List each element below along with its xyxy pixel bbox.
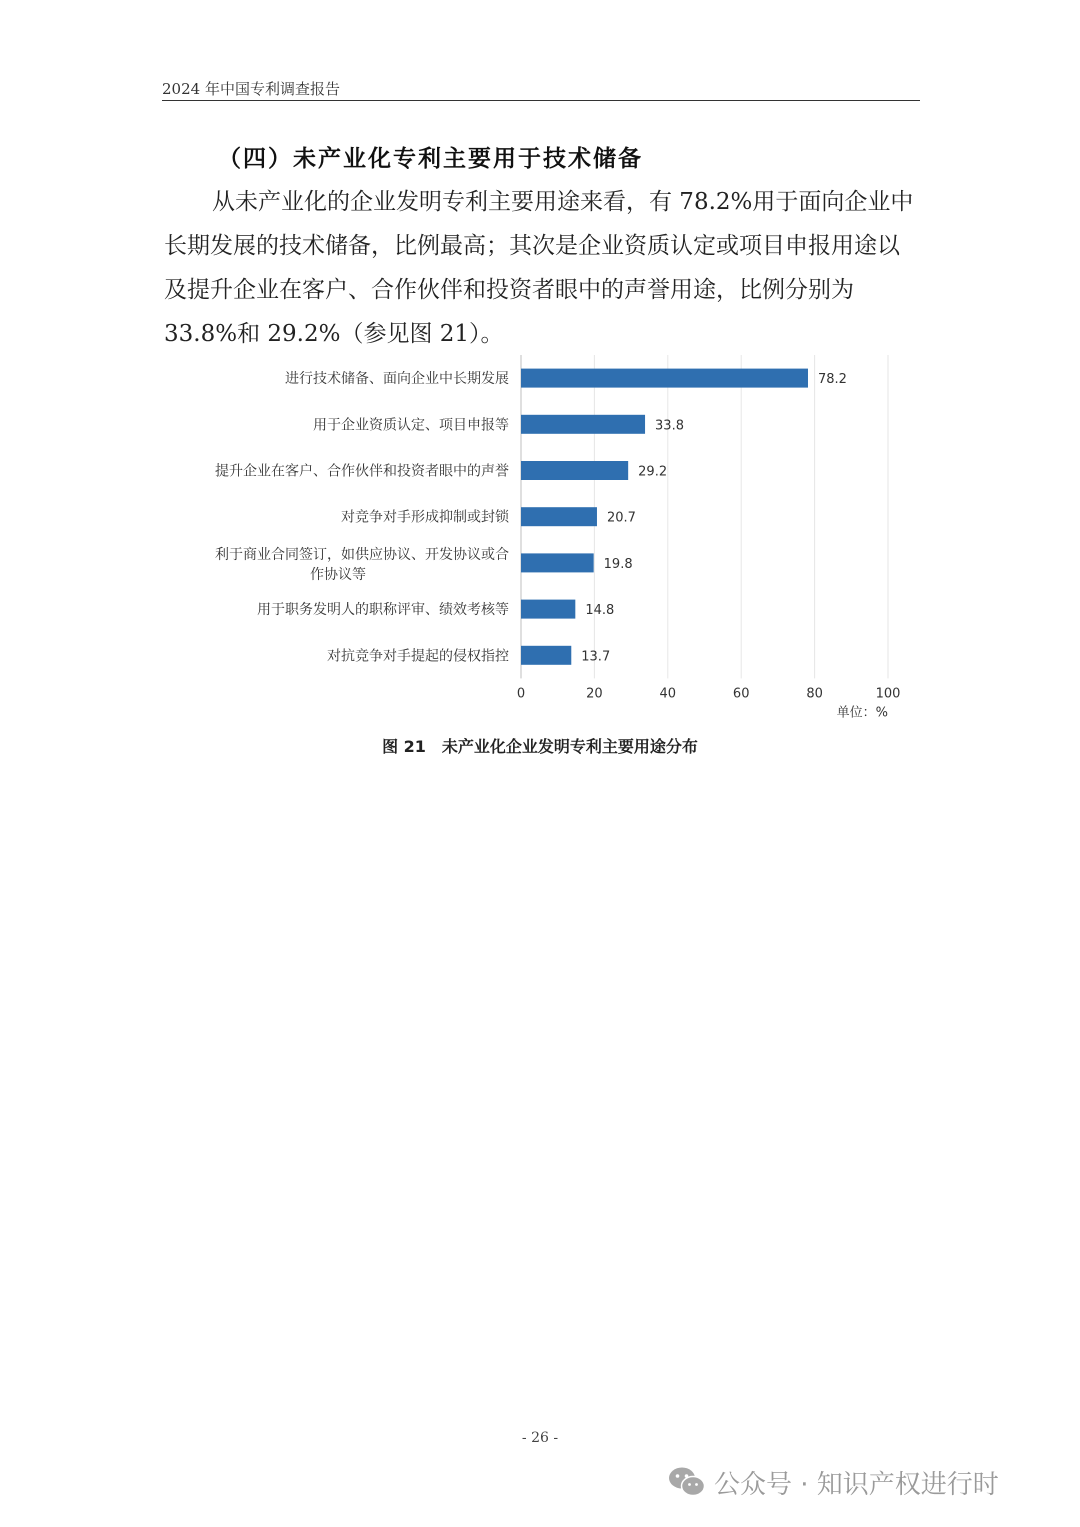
watermark [668, 1462, 999, 1502]
category-label: 对竞争对手形成抑制或封锁 [341, 509, 509, 526]
bar [521, 461, 628, 480]
usage-bar-chart [160, 355, 920, 725]
page-header [162, 78, 920, 101]
bar [521, 369, 808, 388]
header-title: 2024 年中国专利调查报告 [162, 80, 340, 98]
x-tick-label: 100 [875, 686, 901, 702]
bar-value-label: 78.2 [817, 372, 847, 388]
wechat-icon [668, 1466, 706, 1498]
bar [521, 600, 575, 619]
bar [521, 646, 571, 665]
x-tick-label: 0 [516, 686, 526, 702]
x-tick-label: 80 [806, 686, 823, 702]
bar [521, 415, 645, 434]
bar [521, 553, 594, 572]
page-number: - 26 - [521, 1430, 559, 1446]
category-label: 用于职务发明人的职称评审、绩效考核等 [257, 602, 509, 619]
category-label: 利于商业合同签订，如供应协议、开发协议或合 [215, 546, 509, 563]
watermark-text: 公众号 · 知识产权进行时 [714, 1469, 999, 1500]
bar-value-label: 20.7 [606, 510, 636, 526]
bar-value-label: 14.8 [585, 603, 615, 619]
category-label: 作协议等 [310, 566, 366, 583]
category-label: 提升企业在客户、合作伙伴和投资者眼中的声誉 [215, 463, 509, 480]
figure-caption: 图 21 未产业化企业发明专利主要用途分布 [382, 737, 698, 756]
category-label: 对抗竞争对手提起的侵权指控 [327, 648, 509, 665]
category-label: 用于企业资质认定、项目申报等 [313, 417, 509, 434]
bar-value-label: 33.8 [655, 418, 684, 434]
x-tick-label: 40 [659, 686, 677, 702]
unit-label: 单位：% [836, 705, 888, 721]
bar [521, 507, 597, 526]
bar-value-label: 13.7 [581, 649, 611, 665]
section-title: （四）未产业化专利主要用于技术储备 [218, 146, 643, 172]
body-paragraph: 从未产业化的企业发明专利主要用途来看，有 78.2%用于面向企业中长期发展的技术储备，比例最高；其次是企业资质认定或项目申报用途以及提升企业在客户、合作伙伴和投资者眼中的声誉用途，比例分别为 33.8%和 29.2%（参见图 21）。 [164, 189, 914, 347]
x-tick-label: 60 [732, 686, 750, 702]
x-tick-label: 20 [586, 686, 603, 702]
bar-value-label: 19.8 [603, 556, 633, 572]
bar-value-label: 29.2 [638, 464, 668, 480]
category-label: 进行技术储备、面向企业中长期发展 [285, 371, 509, 388]
